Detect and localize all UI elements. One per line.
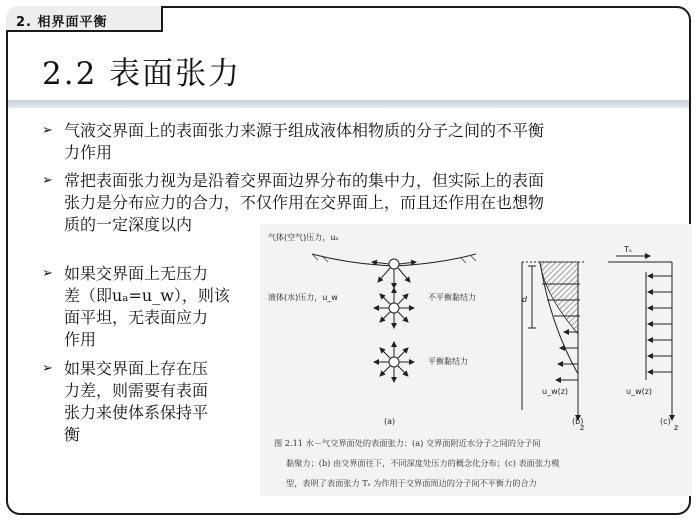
molecule-deep xyxy=(374,342,414,382)
unbalanced-force-label: 不平衡黏结力 xyxy=(428,293,476,302)
z-b-label: z xyxy=(580,423,585,432)
bullet-arrow-icon: ➢ xyxy=(42,173,53,188)
uw-c-label: u_w(z) xyxy=(626,387,653,396)
bullet-line: 差（即uₐ=u_w），则该 xyxy=(64,286,230,305)
part-a-label: (a) xyxy=(384,417,396,426)
bullet-1 xyxy=(42,120,652,164)
part-c-label: (c) xyxy=(660,417,671,426)
molecule-interface xyxy=(372,259,416,288)
liquid-pressure-label: 液体(水)压力，u_w xyxy=(268,293,338,302)
bullet-line: 力作用 xyxy=(64,143,113,162)
bullet-line: 张力来使体系保持平 xyxy=(64,403,209,422)
bullet-4 xyxy=(42,358,257,446)
molecule-mid xyxy=(374,288,414,328)
depth-label: d xyxy=(522,295,528,304)
bullet-line: 质的一定深度以内 xyxy=(64,215,193,234)
figure-caption-line: 黏聚力；(b) 由交界面往下，不同深度处压力的概念化分布；(c) 表面张力模 xyxy=(286,458,560,468)
figure-caption-line: 图 2.11 水－气交界面处的表面张力：(a) 交界面附近水分子之间的分子间 xyxy=(274,438,541,448)
pressure-distribution-b xyxy=(522,262,586,420)
ts-label: Tₛ xyxy=(624,245,632,254)
balanced-force-label: 平衡黏结力 xyxy=(428,357,468,366)
bullet-line: 如果交界面上存在压 xyxy=(64,359,209,378)
slide-title: 2.2 表面张力 xyxy=(42,56,242,92)
bullet-line: 力差，则需要有表面 xyxy=(64,381,209,400)
bullet-3 xyxy=(42,263,257,351)
section-header: 2. 相界面平衡 xyxy=(6,6,163,32)
surface-tension-figure xyxy=(260,224,692,496)
bullet-line: 气液交界面上的表面张力来源于组成液体相物质的分子之间的不平衡 xyxy=(64,121,545,140)
figure-drawing xyxy=(260,224,692,496)
gas-pressure-label: 气体(空气)压力，uₐ xyxy=(268,233,339,242)
z-c-label: z xyxy=(674,423,679,432)
bullet-line: 如果交界面上无压力 xyxy=(64,264,209,283)
bullet-line: 面平坦，无表面应力 xyxy=(64,308,209,327)
figure-caption-line: 型，表明了表面张力 Tₛ 为作用于交界面周边的分子间不平衡力的合力 xyxy=(286,478,537,488)
bullet-line: 常把表面张力视为是沿着交界面边界分布的集中力，但实际上的表面 xyxy=(64,171,545,190)
bullet-line: 作用 xyxy=(64,330,97,349)
bullet-line: 张力是分布应力的合力，不仅作用在交界面上，而且还作用在也想物 xyxy=(64,193,545,212)
bullet-arrow-icon: ➢ xyxy=(42,266,53,281)
bullet-arrow-icon: ➢ xyxy=(42,361,53,376)
bullet-line: 衡 xyxy=(64,425,81,444)
part-b-label: (b) xyxy=(572,417,584,426)
bullet-arrow-icon: ➢ xyxy=(42,123,53,138)
uw-b-label: u_w(z) xyxy=(542,387,569,396)
title-divider xyxy=(8,100,689,108)
